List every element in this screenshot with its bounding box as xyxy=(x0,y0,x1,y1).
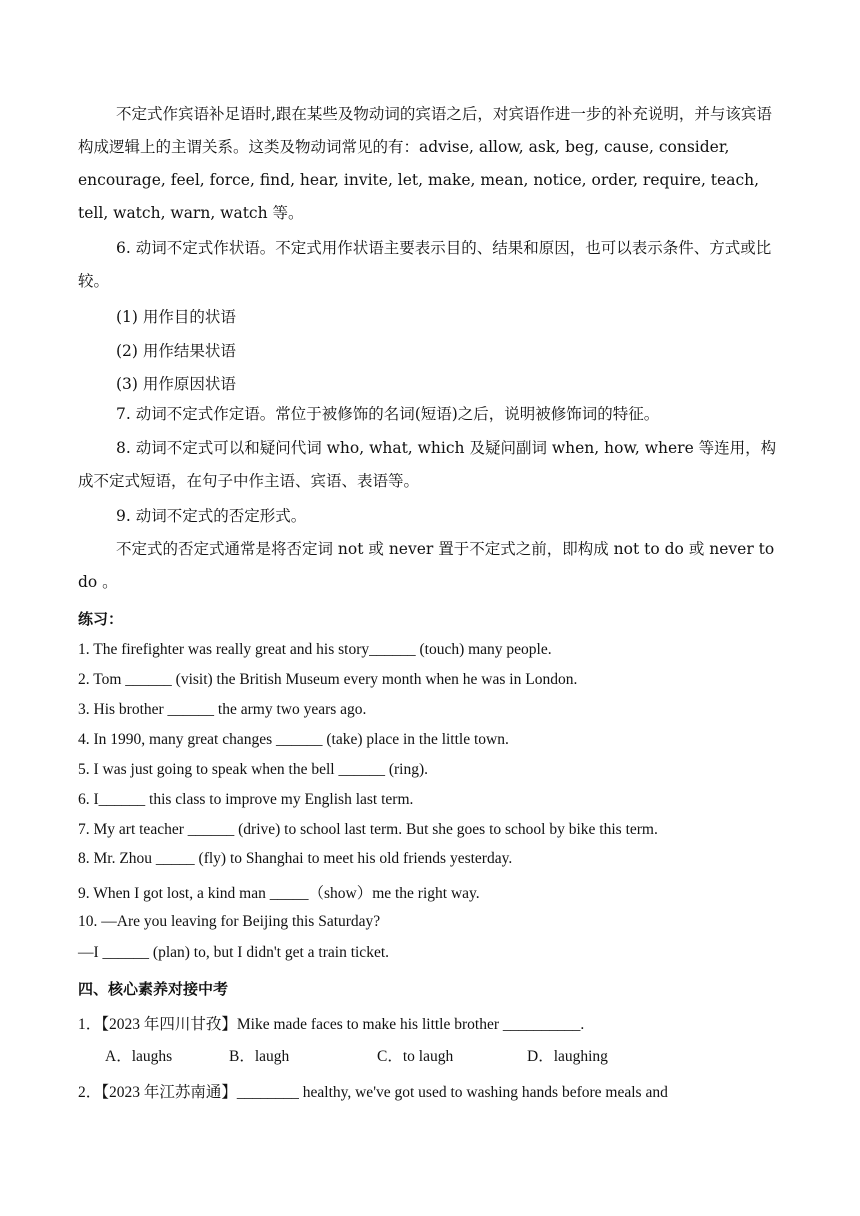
option-c: C．to laugh xyxy=(377,1048,454,1065)
practice-item: 7. My art teacher ______ (drive) to school last term. But she goes to school by bike this term. xyxy=(78,821,658,838)
practice-item: 4. In 1990, many great changes ______ (take) place in the little town. xyxy=(78,731,509,748)
question-1: 1．【2023 年四川甘孜】Mike made faces to make his little brother __________. xyxy=(78,1016,585,1033)
subpoint-reason: (3) 用作原因状语 xyxy=(116,375,236,393)
section-heading: 四、核心素养对接中考 xyxy=(78,980,229,998)
paragraph-negative-explanation: 不定式的否定式通常是将否定词 not 或 never 置于不定式之前，即构成 not to do 或 never to do 。 xyxy=(78,540,775,591)
question-2: 2．【2023 年江苏南通】________ healthy, we've got used to washing hands before meals and xyxy=(78,1084,668,1101)
practice-item: 6. I______ this class to improve my English last term. xyxy=(78,791,414,808)
practice-item: 2. Tom ______ (visit) the British Museum every month when he was in London. xyxy=(78,671,578,688)
option-d: D．laughing xyxy=(527,1048,608,1065)
practice-item: —I ______ (plan) to, but I didn't get a train ticket. xyxy=(78,944,389,961)
practice-item: 3. His brother ______ the army two years ago. xyxy=(78,701,367,718)
practice-item: 9. When I got lost, a kind man _____（show）me the right way. xyxy=(78,885,480,902)
option-b: B．laugh xyxy=(229,1048,290,1065)
paragraph-object-complement: 不定式作宾语补足语时,跟在某些及物动词的宾语之后，对宾语作进一步的补充说明，并与该宾语构成逻辑上的主谓关系。这类及物动词常见的有：advise, allow, ask, beg, cause, consider, encourage, feel, force, find, hear, invite, let, make, mean, notice, order, require, teach, tell, watch, warn, watch 等。 xyxy=(78,105,772,222)
paragraph-attributive: 7. 动词不定式作定语。常位于被修饰的名词(短语)之后，说明被修饰词的特征。 xyxy=(116,405,660,423)
paragraph-negative-form: 9. 动词不定式的否定形式。 xyxy=(116,507,307,525)
subpoint-result: (2) 用作结果状语 xyxy=(116,342,236,360)
paragraph-adverbial: 6. 动词不定式作状语。不定式用作状语主要表示目的、结果和原因，也可以表示条件、方式或比较。 xyxy=(78,239,772,290)
paragraph-question-words: 8. 动词不定式可以和疑问代词 who, what, which 及疑问副词 when, how, where 等连用，构成不定式短语，在句子中作主语、宾语、表语等。 xyxy=(78,439,777,490)
subpoint-purpose: (1) 用作目的状语 xyxy=(116,308,236,326)
practice-item: 10. —Are you leaving for Beijing this Saturday? xyxy=(78,913,381,930)
practice-item: 5. I was just going to speak when the bell ______ (ring). xyxy=(78,761,428,778)
practice-item: 8. Mr. Zhou _____ (fly) to Shanghai to meet his old friends yesterday. xyxy=(78,850,513,867)
option-a: A．laughs xyxy=(105,1048,173,1065)
practice-item: 1. The firefighter was really great and his story______ (touch) many people. xyxy=(78,641,552,658)
practice-heading: 练习： xyxy=(78,610,124,628)
